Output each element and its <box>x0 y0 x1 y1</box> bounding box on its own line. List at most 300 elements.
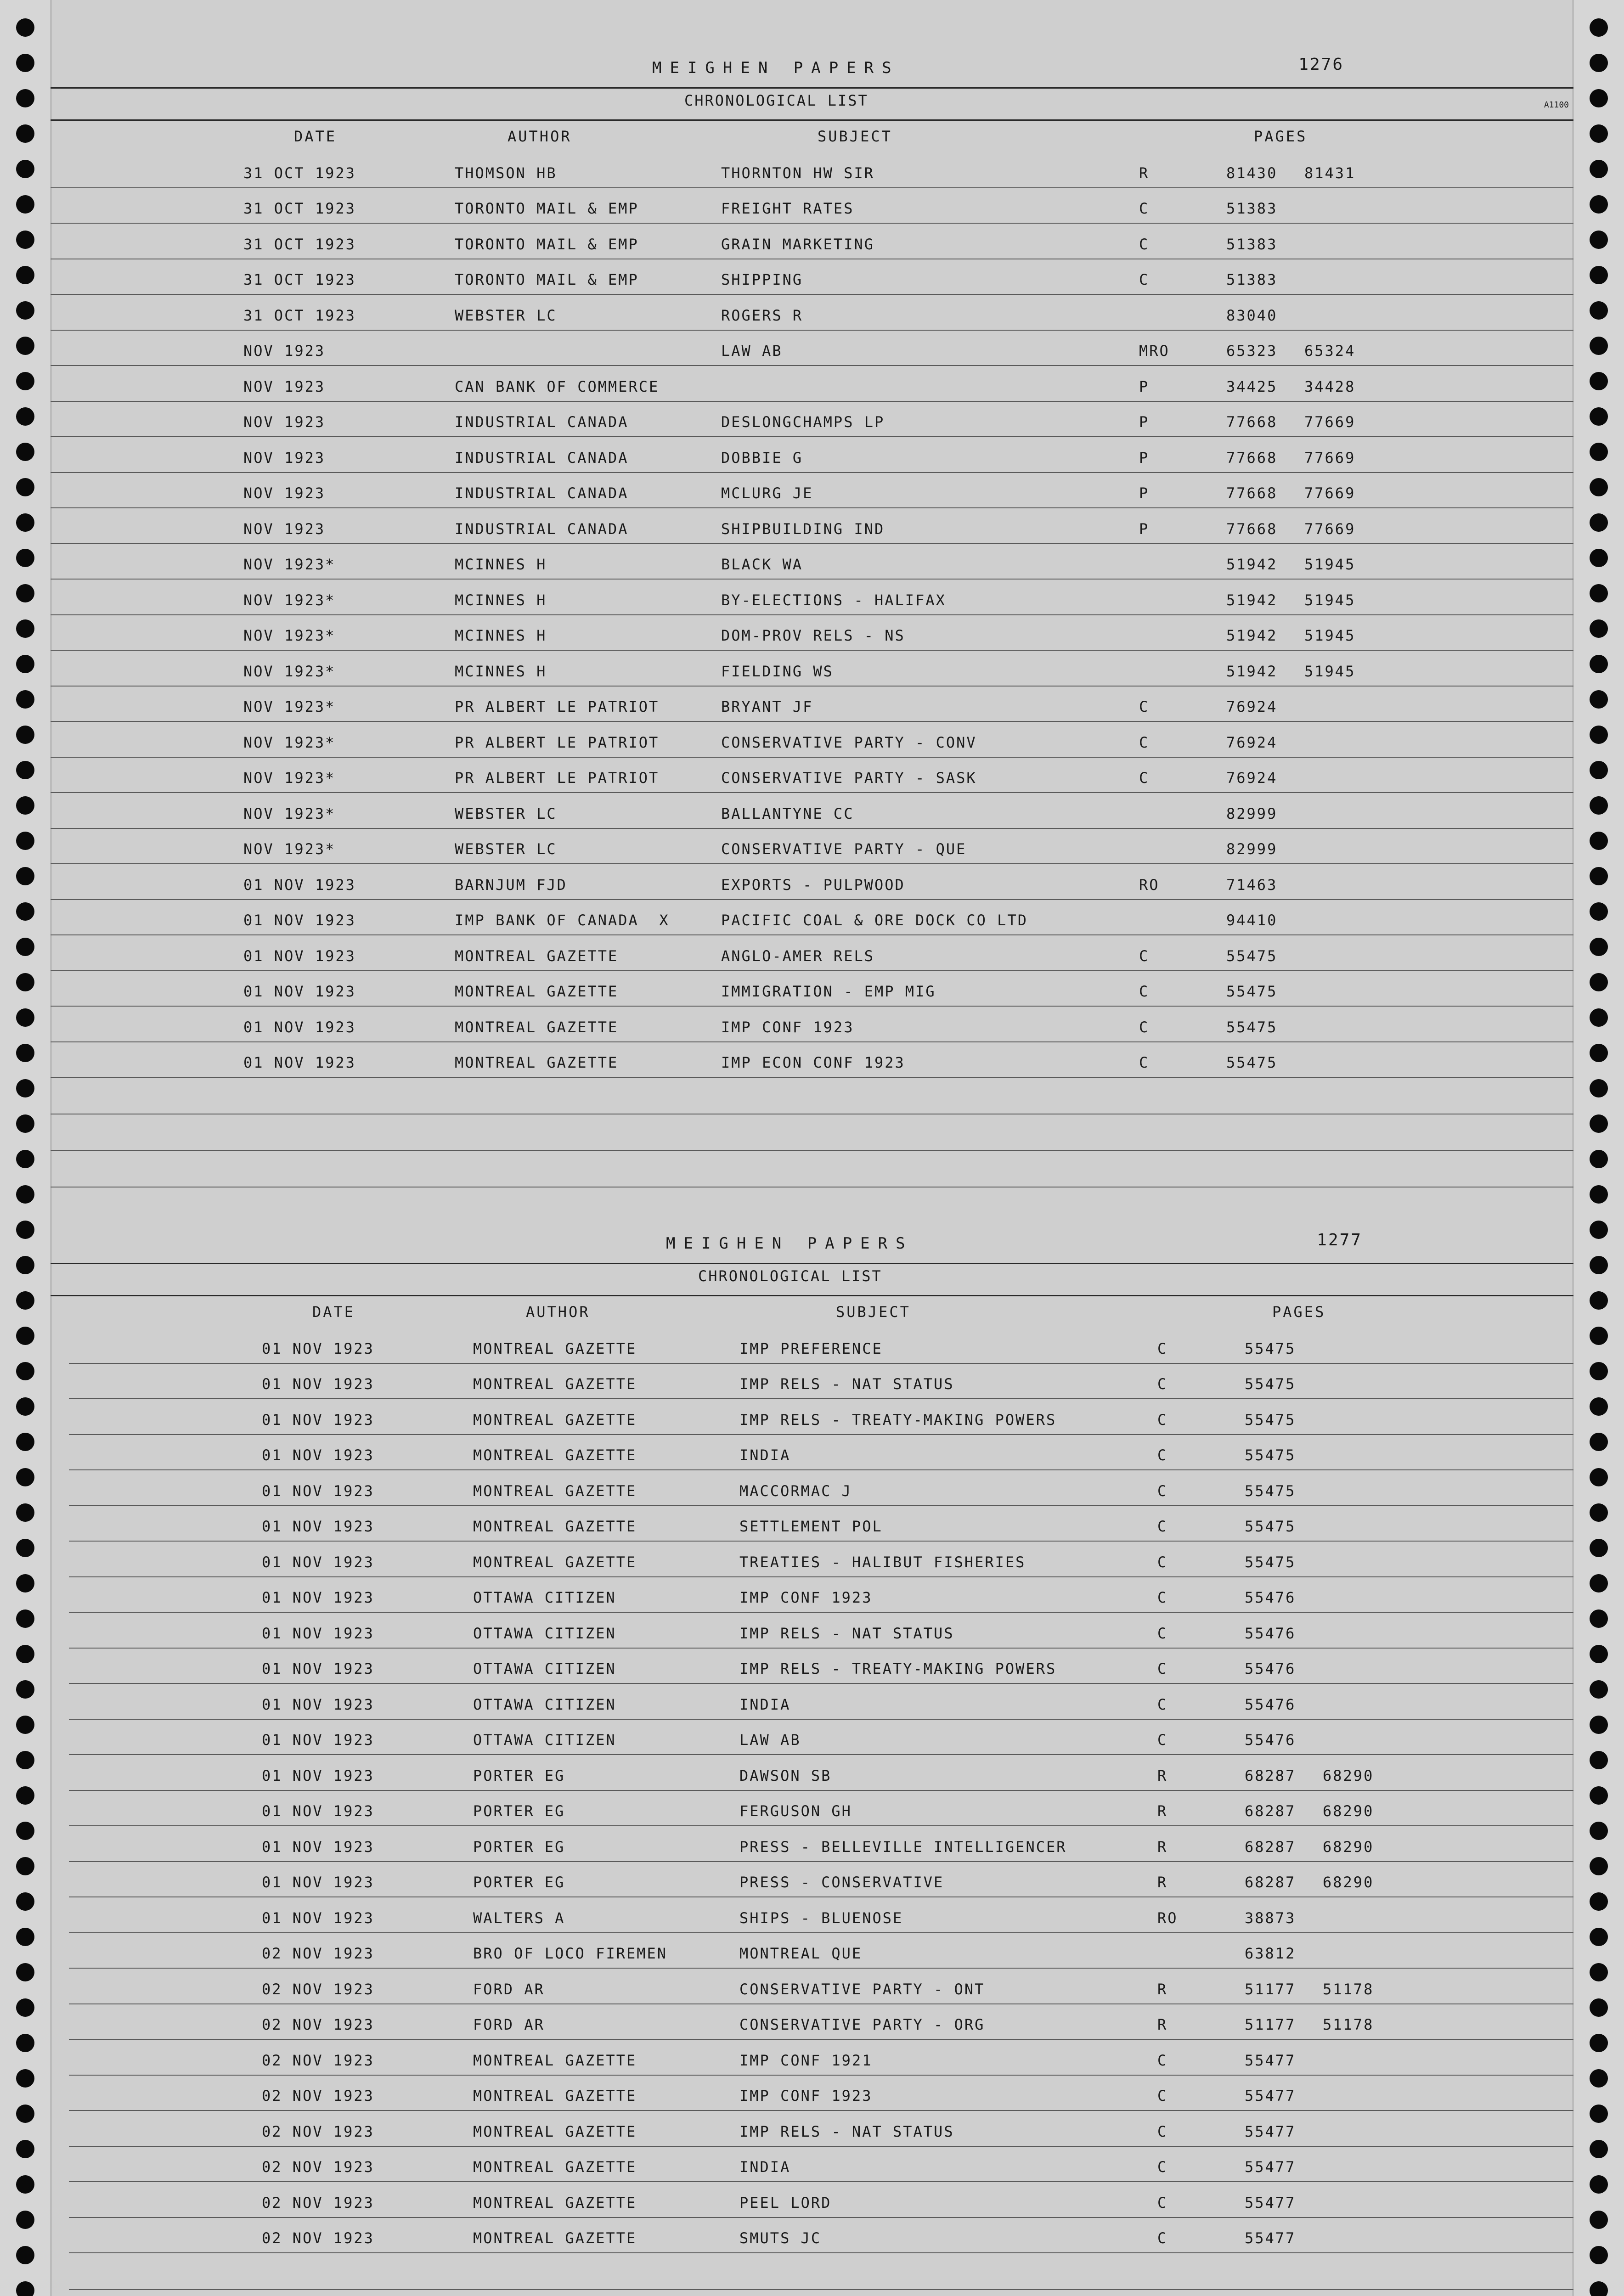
entry-author: INDUSTRIAL CANADA <box>455 484 629 502</box>
entry-subject: INDIA <box>739 1695 791 1713</box>
entry-page-start: 81430 <box>1226 164 1278 182</box>
tractor-hole <box>16 1327 34 1345</box>
tractor-hole <box>1590 266 1608 284</box>
entry-flag: C <box>1139 235 1150 253</box>
tractor-hole <box>1590 1185 1608 1204</box>
tractor-hole <box>16 761 34 779</box>
tractor-hole <box>1590 1998 1608 2017</box>
entry-page-start: 94410 <box>1226 912 1278 929</box>
entry-date: 02 NOV 1923 <box>262 1945 374 1962</box>
entry-date: NOV 1923* <box>243 733 336 751</box>
entry-subject: IMP RELS - NAT STATUS <box>739 1375 954 1393</box>
entry-page-start: 55475 <box>1226 1054 1278 1071</box>
entry-author: WEBSTER LC <box>455 805 557 822</box>
entry-page-start: 77668 <box>1226 520 1278 538</box>
entry-page-start: 51383 <box>1226 235 1278 253</box>
tractor-hole <box>1590 2246 1608 2264</box>
column-header-date: DATE <box>294 128 337 145</box>
tractor-hole <box>1590 973 1608 991</box>
tractor-hole <box>1590 619 1608 638</box>
blank-line <box>69 2290 1573 2296</box>
entry-author: OTTAWA CITIZEN <box>473 1624 616 1642</box>
entry-subject: IMP PREFERENCE <box>739 1339 883 1357</box>
entry-date: 01 NOV 1923 <box>262 1339 374 1357</box>
tractor-hole <box>16 1751 34 1769</box>
list-item <box>69 1577 1573 1613</box>
tractor-hole <box>1590 1574 1608 1593</box>
tractor-hole <box>1590 1751 1608 1769</box>
entry-flag: C <box>1157 1624 1168 1642</box>
entry-page-end: 68290 <box>1323 1838 1374 1856</box>
entry-subject: CONSERVATIVE PARTY - QUE <box>721 840 967 858</box>
entry-flag: C <box>1157 1731 1168 1749</box>
entry-date: 31 OCT 1923 <box>243 306 356 324</box>
entry-flag: P <box>1139 484 1150 502</box>
entry-author: OTTAWA CITIZEN <box>473 1731 616 1749</box>
entry-page-start: 51942 <box>1226 627 1278 644</box>
tractor-hole <box>1590 478 1608 496</box>
tractor-hole <box>16 1362 34 1380</box>
entry-subject: SMUTS JC <box>739 2229 822 2247</box>
tractor-hole <box>1590 1539 1608 1557</box>
entry-flag: R <box>1157 1838 1168 1856</box>
entry-page-start: 77668 <box>1226 413 1278 431</box>
entry-page-start: 51383 <box>1226 271 1278 288</box>
tractor-hole <box>16 231 34 249</box>
entry-date: 01 NOV 1923 <box>243 1018 356 1036</box>
entry-page-start: 55477 <box>1245 2051 1296 2069</box>
tractor-hole <box>16 124 34 143</box>
entry-list <box>69 1328 1573 2296</box>
list-item <box>69 1684 1573 1720</box>
tractor-hole <box>16 1645 34 1663</box>
entry-page-start: 55475 <box>1226 1018 1278 1036</box>
entry-page-start: 76924 <box>1226 698 1278 715</box>
entry-subject: PACIFIC COAL & ORE DOCK CO LTD <box>721 912 1028 929</box>
tractor-hole <box>1590 2034 1608 2052</box>
entry-date: 01 NOV 1923 <box>243 912 356 929</box>
header-divider <box>51 87 1573 89</box>
entry-flag: C <box>1157 1375 1168 1393</box>
entry-subject: ROGERS R <box>721 306 803 324</box>
tractor-hole <box>16 89 34 107</box>
entry-page-start: 55476 <box>1245 1589 1296 1606</box>
tractor-hole <box>1590 761 1608 779</box>
tractor-hole <box>1590 1680 1608 1699</box>
entry-flag: P <box>1139 413 1150 431</box>
entry-date: 01 NOV 1923 <box>262 1482 374 1500</box>
entry-subject: IMP RELS - TREATY-MAKING POWERS <box>739 1411 1057 1429</box>
entry-page-start: 55477 <box>1245 2122 1296 2140</box>
list-item <box>69 1791 1573 1827</box>
entry-flag: C <box>1139 1018 1150 1036</box>
entry-author: MONTREAL GAZETTE <box>455 983 619 1000</box>
column-header-pages: PAGES <box>1254 128 1308 145</box>
tractor-hole <box>16 1574 34 1593</box>
entry-author: PORTER EG <box>473 1767 565 1784</box>
tractor-hole <box>16 867 34 885</box>
tractor-hole <box>1590 1362 1608 1380</box>
tractor-hole <box>16 2246 34 2264</box>
entry-date: NOV 1923 <box>243 484 326 502</box>
tractor-hole <box>16 2105 34 2123</box>
tractor-hole <box>1590 690 1608 709</box>
tractor-hole <box>1590 1716 1608 1734</box>
tractor-hole <box>16 1256 34 1274</box>
listing-page <box>51 1221 1573 2296</box>
entry-page-end: 65324 <box>1304 342 1356 360</box>
entry-page-end: 34428 <box>1304 377 1356 395</box>
tractor-hole <box>1590 160 1608 178</box>
tractor-hole <box>1590 832 1608 850</box>
entry-flag: R <box>1157 1980 1168 1998</box>
column-header-pages: PAGES <box>1272 1303 1326 1321</box>
blank-line <box>51 1078 1573 1114</box>
entry-subject: BY-ELECTIONS - HALIFAX <box>721 591 946 609</box>
entry-date: 01 NOV 1923 <box>262 1375 374 1393</box>
entry-flag: R <box>1157 1874 1168 1891</box>
entry-date: NOV 1923* <box>243 769 336 787</box>
tractor-hole <box>16 372 34 390</box>
entry-page-start: 65323 <box>1226 342 1278 360</box>
tractor-hole <box>1590 54 1608 72</box>
entry-page-start: 51942 <box>1226 591 1278 609</box>
entry-date: NOV 1923* <box>243 627 336 644</box>
entry-page-start: 83040 <box>1226 306 1278 324</box>
entry-flag: C <box>1157 2158 1168 2176</box>
entry-date: 01 NOV 1923 <box>262 1589 374 1606</box>
column-header-subject: SUBJECT <box>818 128 892 145</box>
list-item <box>69 1649 1573 1684</box>
entry-subject: DOM-PROV RELS - NS <box>721 627 905 644</box>
list-item <box>51 1007 1573 1042</box>
entry-author: MONTREAL GAZETTE <box>473 1411 637 1429</box>
list-item <box>51 188 1573 224</box>
entry-date: NOV 1923* <box>243 556 336 573</box>
entry-author: PORTER EG <box>473 1874 565 1891</box>
tractor-hole <box>16 478 34 496</box>
list-item <box>51 402 1573 438</box>
list-item <box>51 580 1573 615</box>
list-item <box>51 829 1573 865</box>
entry-date: 01 NOV 1923 <box>262 1553 374 1571</box>
entry-page-start: 55475 <box>1226 947 1278 965</box>
header-divider <box>51 1295 1573 1296</box>
entry-date: 02 NOV 1923 <box>262 2051 374 2069</box>
entry-flag: C <box>1157 1660 1168 1677</box>
entry-page-start: 51177 <box>1245 1980 1296 1998</box>
entry-author: INDUSTRIAL CANADA <box>455 449 629 467</box>
entry-author: MONTREAL GAZETTE <box>473 2051 637 2069</box>
entry-author: MONTREAL GAZETTE <box>473 1553 637 1571</box>
entry-flag: R <box>1157 2016 1168 2033</box>
tractor-hole <box>1590 1397 1608 1416</box>
tractor-hole <box>1590 584 1608 602</box>
entry-page-end: 51945 <box>1304 662 1356 680</box>
entry-author: TORONTO MAIL & EMP <box>455 271 639 288</box>
entry-date: 31 OCT 1923 <box>243 164 356 182</box>
tractor-hole <box>1590 655 1608 673</box>
entry-author: INDUSTRIAL CANADA <box>455 413 629 431</box>
entry-author: MCINNES H <box>455 556 547 573</box>
entry-date: 02 NOV 1923 <box>262 2016 374 2033</box>
entry-author: MCINNES H <box>455 627 547 644</box>
tractor-hole <box>16 443 34 461</box>
tractor-hole <box>16 938 34 956</box>
entry-author: TORONTO MAIL & EMP <box>455 235 639 253</box>
tractor-hole <box>1590 1150 1608 1168</box>
entry-page-start: 55476 <box>1245 1660 1296 1677</box>
tractor-hole <box>16 1397 34 1416</box>
entry-author: PORTER EG <box>473 1802 565 1820</box>
tractor-hole <box>16 1433 34 1451</box>
tractor-hole <box>1590 902 1608 921</box>
list-item <box>69 1755 1573 1791</box>
entry-date: 01 NOV 1923 <box>243 1054 356 1071</box>
entry-flag: C <box>1139 947 1150 965</box>
list-item <box>69 2147 1573 2183</box>
entry-page-start: 77668 <box>1226 484 1278 502</box>
tractor-hole <box>1590 1892 1608 1911</box>
tractor-hole <box>1590 2211 1608 2229</box>
entry-flag: C <box>1139 698 1150 715</box>
entry-subject: IMP CONF 1923 <box>739 2087 873 2105</box>
tractor-hole <box>1590 89 1608 107</box>
list-item <box>51 152 1573 188</box>
entry-date: 01 NOV 1923 <box>262 1909 374 1927</box>
entry-page-start: 82999 <box>1226 805 1278 822</box>
tractor-hole <box>1590 443 1608 461</box>
entry-page-start: 68287 <box>1245 1802 1296 1820</box>
entry-flag: C <box>1157 1411 1168 1429</box>
entry-subject: IMP RELS - NAT STATUS <box>739 2122 954 2140</box>
entry-subject: MONTREAL QUE <box>739 1945 863 1962</box>
list-item <box>51 224 1573 259</box>
entry-author: MONTREAL GAZETTE <box>473 1518 637 1535</box>
entry-page-end: 68290 <box>1323 1802 1374 1820</box>
entry-page-end: 51178 <box>1323 2016 1374 2033</box>
entry-subject: IMP RELS - TREATY-MAKING POWERS <box>739 1660 1057 1677</box>
tractor-hole <box>1590 1044 1608 1062</box>
tractor-hole <box>16 1044 34 1062</box>
tractor-hole <box>1590 513 1608 532</box>
entry-date: 02 NOV 1923 <box>262 2087 374 2105</box>
list-item <box>51 864 1573 900</box>
entry-author: PR ALBERT LE PATRIOT <box>455 698 660 715</box>
entry-page-end: 77669 <box>1304 520 1356 538</box>
list-item <box>51 473 1573 509</box>
tractor-hole <box>16 195 34 214</box>
tractor-hole <box>1590 1963 1608 1981</box>
list-item <box>69 1399 1573 1435</box>
blank-line <box>51 1114 1573 1151</box>
entry-subject: SHIPPING <box>721 271 803 288</box>
list-item <box>51 651 1573 687</box>
tractor-hole <box>16 301 34 320</box>
list-item <box>51 1042 1573 1078</box>
tractor-hole <box>16 2034 34 2052</box>
entry-author: OTTAWA CITIZEN <box>473 1589 616 1606</box>
tractor-hole <box>1590 1079 1608 1097</box>
entry-flag: C <box>1157 2051 1168 2069</box>
entry-page-start: 55476 <box>1245 1695 1296 1713</box>
tractor-hole <box>16 1079 34 1097</box>
entry-subject: MCLURG JE <box>721 484 813 502</box>
entry-flag: C <box>1139 769 1150 787</box>
entry-subject: FREIGHT RATES <box>721 200 854 217</box>
entry-page-start: 55475 <box>1245 1375 1296 1393</box>
tractor-hole <box>1590 1256 1608 1274</box>
tractor-hole <box>16 1892 34 1911</box>
entry-date: 02 NOV 1923 <box>262 2229 374 2247</box>
header-divider <box>51 1263 1573 1264</box>
tractor-hole <box>16 1468 34 1486</box>
entry-page-end: 51945 <box>1304 627 1356 644</box>
tractor-hole <box>16 1008 34 1027</box>
tractor-hole <box>16 54 34 72</box>
tractor-hole <box>16 832 34 850</box>
entry-page-end: 68290 <box>1323 1874 1374 1891</box>
tractor-hole <box>16 2175 34 2194</box>
entry-subject: PEEL LORD <box>739 2194 832 2212</box>
entry-page-start: 55475 <box>1226 983 1278 1000</box>
entry-page-start: 55475 <box>1245 1482 1296 1500</box>
entry-date: NOV 1923 <box>243 520 326 538</box>
list-item <box>69 2040 1573 2076</box>
entry-date: 01 NOV 1923 <box>262 1446 374 1464</box>
entry-page-start: 55477 <box>1245 2229 1296 2247</box>
tractor-hole <box>16 1822 34 1840</box>
entry-page-start: 38873 <box>1245 1909 1296 1927</box>
list-item <box>51 295 1573 331</box>
list-item <box>51 793 1573 829</box>
tractor-hole <box>16 160 34 178</box>
entry-date: 01 NOV 1923 <box>262 1874 374 1891</box>
entry-author: MONTREAL GAZETTE <box>455 1018 619 1036</box>
entry-subject: EXPORTS - PULPWOOD <box>721 876 905 894</box>
entry-flag: RO <box>1139 876 1160 894</box>
entry-flag: R <box>1139 164 1150 182</box>
entry-date: NOV 1923* <box>243 698 336 715</box>
tractor-hole <box>16 513 34 532</box>
entry-date: 01 NOV 1923 <box>262 1411 374 1429</box>
tractor-hole <box>1590 195 1608 214</box>
entry-author: CAN BANK OF COMMERCE <box>455 377 660 395</box>
tractor-hole <box>16 619 34 638</box>
entry-flag: C <box>1157 2194 1168 2212</box>
list-item <box>69 1862 1573 1898</box>
entry-date: 01 NOV 1923 <box>262 1767 374 1784</box>
entry-date: 01 NOV 1923 <box>243 947 356 965</box>
entry-page-end: 77669 <box>1304 413 1356 431</box>
tractor-hole <box>16 1716 34 1734</box>
entry-flag: R <box>1157 1802 1168 1820</box>
tractor-hole <box>16 584 34 602</box>
entry-date: 01 NOV 1923 <box>262 1695 374 1713</box>
list-item <box>69 1364 1573 1400</box>
list-item <box>69 1897 1573 1933</box>
reel-code: A1100 <box>1544 100 1569 110</box>
entry-author: PR ALBERT LE PATRIOT <box>455 769 660 787</box>
entry-page-start: 55475 <box>1245 1446 1296 1464</box>
tractor-hole <box>1590 301 1608 320</box>
entry-date: 01 NOV 1923 <box>262 1731 374 1749</box>
entry-subject: CONSERVATIVE PARTY - ONT <box>739 1980 985 1998</box>
tractor-hole <box>16 796 34 815</box>
entry-subject: FIELDING WS <box>721 662 834 680</box>
tractor-hole <box>16 1609 34 1628</box>
entry-date: NOV 1923 <box>243 449 326 467</box>
list-item <box>69 1969 1573 2004</box>
list-item <box>69 2182 1573 2218</box>
entry-subject: IMP CONF 1923 <box>739 1589 873 1606</box>
entry-subject: IMMIGRATION - EMP MIG <box>721 983 936 1000</box>
tractor-hole <box>1590 2140 1608 2158</box>
entry-date: NOV 1923* <box>243 805 336 822</box>
list-item <box>51 900 1573 936</box>
list-item <box>51 331 1573 366</box>
tractor-hole <box>16 1680 34 1699</box>
entry-subject: SHIPBUILDING IND <box>721 520 885 538</box>
entry-page-start: 76924 <box>1226 769 1278 787</box>
entry-page-start: 51942 <box>1226 556 1278 573</box>
tractor-hole <box>16 2281 34 2296</box>
entry-subject: DESLONGCHAMPS LP <box>721 413 885 431</box>
entry-date: 02 NOV 1923 <box>262 2122 374 2140</box>
entry-date: 31 OCT 1923 <box>243 200 356 217</box>
tractor-hole <box>1590 1468 1608 1486</box>
entry-subject: GRAIN MARKETING <box>721 235 874 253</box>
entry-subject: TREATIES - HALIBUT FISHERIES <box>739 1553 1026 1571</box>
list-item <box>51 687 1573 722</box>
entry-page-start: 76924 <box>1226 733 1278 751</box>
tractor-hole <box>1590 867 1608 885</box>
entry-author: OTTAWA CITIZEN <box>473 1695 616 1713</box>
entry-flag: C <box>1157 1518 1168 1535</box>
list-subtitle: CHRONOLOGICAL LIST <box>684 92 868 109</box>
tractor-hole <box>16 1503 34 1522</box>
listing-page <box>51 46 1573 1157</box>
tractor-hole <box>1590 2105 1608 2123</box>
entry-author: MONTREAL GAZETTE <box>473 1482 637 1500</box>
entry-subject: ANGLO-AMER RELS <box>721 947 874 965</box>
tractor-hole <box>16 1963 34 1981</box>
entry-date: 01 NOV 1923 <box>243 876 356 894</box>
tractor-hole <box>1590 1433 1608 1451</box>
tractor-hole <box>1590 2281 1608 2296</box>
tractor-hole <box>16 337 34 355</box>
entry-subject: PRESS - BELLEVILLE INTELLIGENCER <box>739 1838 1067 1856</box>
tractor-hole <box>16 2211 34 2229</box>
tractor-hole <box>16 902 34 921</box>
tractor-hole <box>16 266 34 284</box>
entry-flag: C <box>1157 1482 1168 1500</box>
entry-date: NOV 1923* <box>243 840 336 858</box>
entry-page-start: 55477 <box>1245 2158 1296 2176</box>
entry-page-start: 68287 <box>1245 1874 1296 1891</box>
entry-author: WALTERS A <box>473 1909 565 1927</box>
tractor-hole <box>16 655 34 673</box>
entry-date: NOV 1923 <box>243 342 326 360</box>
tractor-hole <box>1590 1928 1608 1946</box>
list-item <box>51 366 1573 402</box>
entry-flag: C <box>1139 733 1150 751</box>
entry-author: MONTREAL GAZETTE <box>473 2087 637 2105</box>
list-item <box>51 437 1573 473</box>
entry-subject: IMP CONF 1923 <box>721 1018 854 1036</box>
column-header-date: DATE <box>312 1303 355 1321</box>
list-item <box>69 2076 1573 2111</box>
